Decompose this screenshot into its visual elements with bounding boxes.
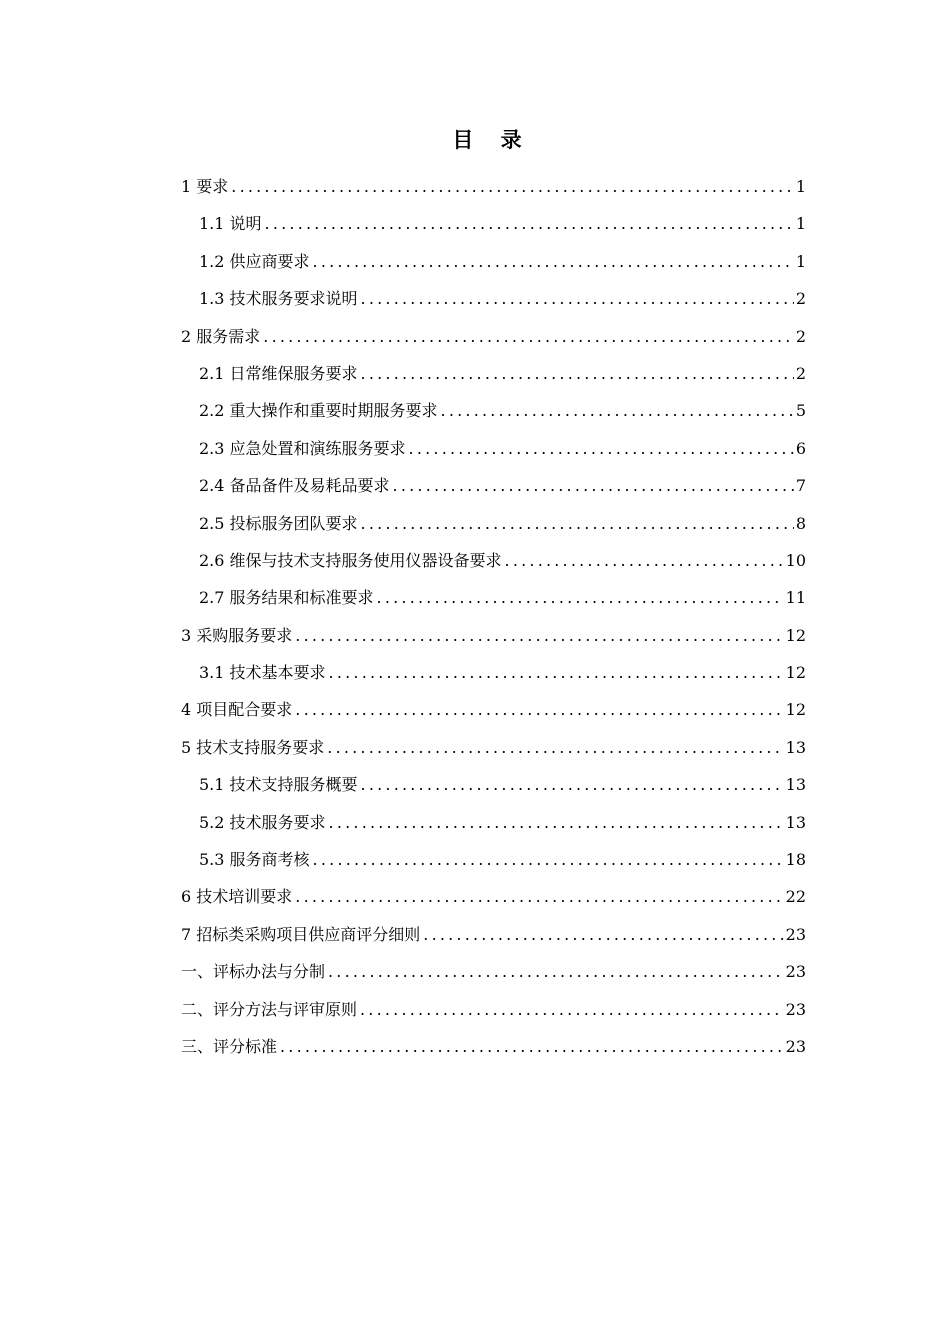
toc-entry-page: 12 [785,663,806,683]
toc-entry[interactable] [181,280,806,317]
toc-leader-dots [313,841,784,878]
toc-entry-label: 4 项目配合要求 [181,700,293,720]
toc-entry[interactable] [181,579,806,616]
toc-entry-page: 1 [795,177,806,196]
toc-entry-label: 5.3 服务商考核 [199,850,310,870]
toc-entry-page: 23 [785,999,806,1019]
toc-leader-dots [327,729,783,766]
toc-leader-dots [393,467,794,504]
toc-entry[interactable] [181,841,806,878]
toc-leader-dots [409,430,794,467]
toc-entry[interactable] [181,878,806,915]
toc-leader-dots [295,691,783,728]
toc-entry[interactable] [181,1028,806,1065]
toc-entry-label: 二、评分方法与评审原则 [181,999,358,1019]
toc-leader-dots [263,318,794,355]
table-of-contents [181,168,806,1065]
toc-entry[interactable] [181,243,806,280]
toc-entry-page: 10 [785,550,806,570]
toc-entry-label: 1.2 供应商要求 [199,251,310,271]
toc-entry-page: 23 [785,924,806,944]
toc-entry-label: 1.3 技术服务要求说明 [199,289,358,309]
toc-entry-label: 7 招标类采购项目供应商评分细则 [181,924,421,944]
toc-entry[interactable] [181,766,806,803]
toc-entry-page: 13 [785,737,806,757]
toc-leader-dots [313,243,794,280]
toc-entry-page: 6 [795,438,806,458]
toc-entry-label: 6 技术培训要求 [181,887,293,907]
toc-entry[interactable] [181,729,806,766]
toc-entry[interactable] [181,355,806,392]
toc-entry-label: 2.6 维保与技术支持服务使用仪器设备要求 [199,550,502,570]
toc-leader-dots [441,392,794,429]
toc-entry-page: 22 [785,887,806,907]
toc-entry-label: 5.1 技术支持服务概要 [199,775,358,795]
toc-entry-label: 5 技术支持服务要求 [181,737,325,757]
toc-entry[interactable] [181,467,806,504]
toc-entry-label: 1 要求 [181,177,229,196]
toc-entry-page: 2 [795,289,806,309]
toc-entry-label: 2.5 投标服务团队要求 [199,513,358,533]
toc-entry-page: 18 [785,850,806,870]
toc-leader-dots [265,205,794,242]
toc-entry-label: 2.4 备品备件及易耗品要求 [199,476,390,496]
toc-entry[interactable] [181,691,806,728]
toc-entry-page: 12 [785,700,806,720]
toc-entry[interactable] [181,392,806,429]
toc-entry-label: 2.1 日常维保服务要求 [199,363,358,383]
toc-entry-page: 1 [795,214,806,234]
toc-entry[interactable] [181,953,806,990]
toc-entry-label: 三、评分标准 [181,1036,278,1056]
toc-entry-page: 8 [795,513,806,533]
toc-entry-label: 一、评标办法与分制 [181,962,326,982]
toc-entry-page: 5 [795,401,806,421]
toc-entry-page: 11 [785,588,806,608]
toc-entry-label: 2.7 服务结果和标准要求 [199,588,374,608]
toc-leader-dots [361,505,794,542]
toc-leader-dots [423,916,783,953]
toc-entry-label: 5.2 技术服务要求 [199,812,326,832]
toc-entry[interactable] [181,991,806,1028]
toc-entry[interactable] [181,205,806,242]
toc-entry[interactable] [181,804,806,841]
toc-title: 目 录 [452,127,532,152]
toc-entry[interactable] [181,168,806,205]
toc-entry-label: 1.1 说明 [199,214,262,234]
toc-leader-dots [361,355,794,392]
toc-entry-page: 2 [795,363,806,383]
toc-leader-dots [280,1028,784,1065]
toc-entry[interactable] [181,654,806,691]
toc-entry[interactable] [181,430,806,467]
toc-entry-page: 12 [785,625,806,645]
toc-entry-label: 2.2 重大操作和重要时期服务要求 [199,401,438,421]
toc-leader-dots [329,654,784,691]
toc-leader-dots [295,617,783,654]
toc-entry-label: 3 采购服务要求 [181,625,293,645]
toc-entry[interactable] [181,916,806,953]
toc-leader-dots [505,542,784,579]
toc-entry-page: 7 [795,476,806,496]
toc-leader-dots [361,766,784,803]
toc-entry-page: 2 [795,326,806,346]
toc-leader-dots [377,579,784,616]
toc-leader-dots [231,168,794,205]
toc-entry-page: 13 [785,812,806,832]
toc-entry[interactable] [181,617,806,654]
toc-entry[interactable] [181,505,806,542]
toc-entry-label: 2.3 应急处置和演练服务要求 [199,438,406,458]
toc-entry-label: 3.1 技术基本要求 [199,663,326,683]
toc-entry-page: 23 [785,1036,806,1056]
toc-leader-dots [295,878,783,915]
toc-entry[interactable] [181,542,806,579]
toc-entry-page: 1 [795,251,806,271]
toc-leader-dots [360,991,784,1028]
toc-leader-dots [361,280,794,317]
toc-entry-page: 13 [785,775,806,795]
toc-entry-label: 2 服务需求 [181,326,261,346]
toc-leader-dots [329,804,784,841]
toc-leader-dots [328,953,784,990]
toc-entry-page: 23 [785,962,806,982]
toc-entry[interactable] [181,318,806,355]
